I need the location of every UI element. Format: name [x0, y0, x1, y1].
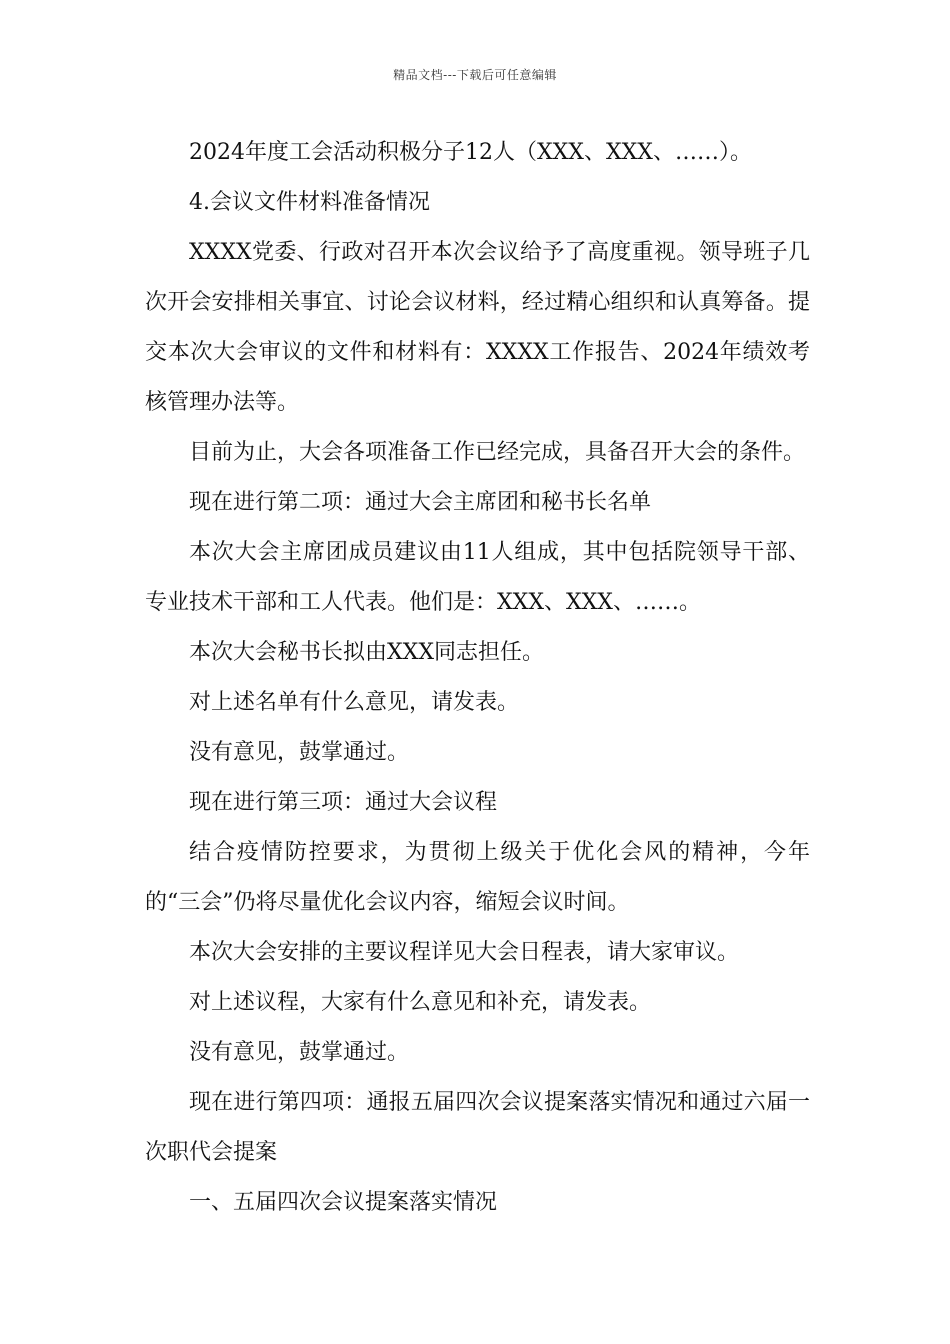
paragraph-schedule: 本次大会安排的主要议程详见大会日程表，请大家审议。 [189, 940, 740, 965]
document-body [145, 128, 810, 1228]
paragraph-presidium: 本次大会主席团成员建议由11人组成，其中包括院领导干部、专业技术干部和工人代表。他们是：XXX、XXX、……。 [145, 540, 810, 615]
paragraph-passed-list: 没有意见，鼓掌通过。 [189, 740, 410, 765]
paragraph-epidemic: 结合疫情防控要求，为贯彻上级关于优化会风的精神，今年的“三会”仍将尽量优化会议内容，缩短会议时间。 [145, 840, 810, 915]
subsection-heading-proposals: 一、五届四次会议提案落实情况 [189, 1190, 498, 1215]
paragraph-opinions-agenda: 对上述议程，大家有什么意见和补充，请发表。 [189, 990, 652, 1015]
agenda-item-two: 现在进行第二项：通过大会主席团和秘书长名单 [189, 490, 652, 515]
paragraph-ready: 目前为止，大会各项准备工作已经完成，具备召开大会的条件。 [189, 440, 806, 465]
agenda-item-three: 现在进行第三项：通过大会议程 [189, 790, 498, 815]
paragraph-activists: 2024年度工会活动积极分子12人（XXX、XXX、……）。 [189, 140, 752, 165]
paragraph-opinions-list: 对上述名单有什么意见，请发表。 [189, 690, 520, 715]
paragraph-passed-agenda: 没有意见，鼓掌通过。 [189, 1040, 410, 1065]
agenda-item-four: 现在进行第四项：通报五届四次会议提案落实情况和通过六届一次职代会提案 [145, 1090, 810, 1165]
paragraph-secretary: 本次大会秘书长拟由XXX同志担任。 [189, 640, 544, 665]
page-header: 精品文档---下载后可任意编辑 [393, 68, 557, 82]
paragraph-materials: XXXX党委、行政对召开本次会议给予了高度重视。领导班子几次开会安排相关事宜、讨论会议材料，经过精心组织和认真筹备。提交本次大会审议的文件和材料有：XXXX工作报告、2024年绩效考核管理办法等。 [145, 240, 810, 415]
section-heading-materials: 4.会议文件材料准备情况 [189, 190, 430, 215]
